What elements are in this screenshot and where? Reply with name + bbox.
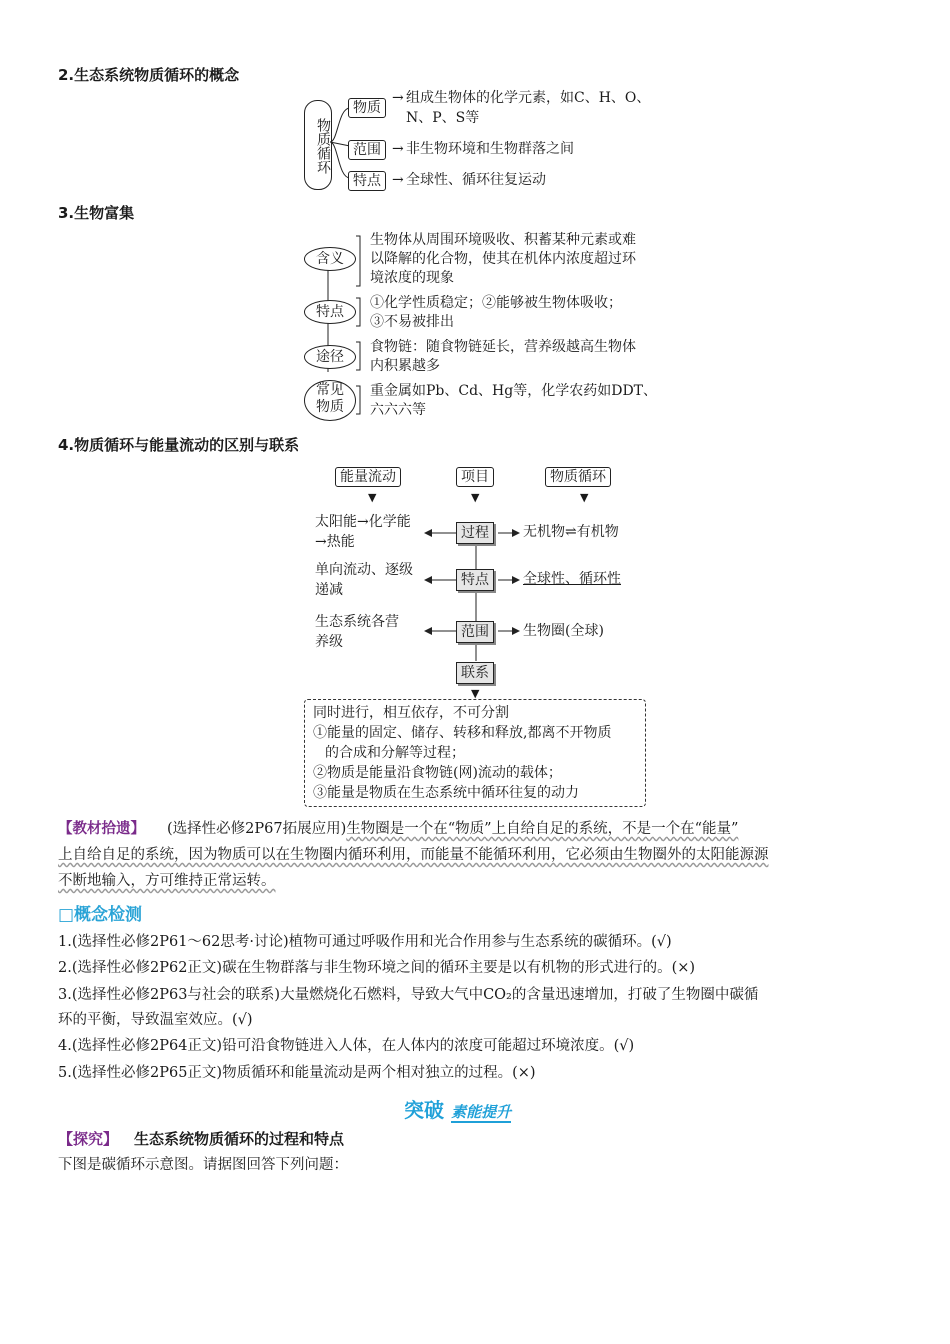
material-cycle-oval: 物质循环 [304, 100, 332, 190]
concept-item-2: 2.(选择性必修2P62正文)碳在生物群落与非生物环境之间的循环主要是以有机物的形式进行的。(×) [58, 960, 696, 976]
textbook-line3: 不断地输入，方可维持正常运转。 [58, 873, 276, 889]
link-line-4: ③能量是物质在生态系统中循环往复的动力 [313, 785, 579, 801]
sec3-oval-feature: 特点 [304, 300, 356, 324]
down-arrow: ▼ [368, 491, 377, 504]
down-arrow: ▼ [471, 687, 480, 700]
sec3-common-l2: 六六六等 [370, 402, 426, 418]
down-arrow: ▼ [580, 491, 589, 504]
textbook-line2: 上自给自足的系统，因为物质可以在生物圈内循环利用，而能量不能循环利用，它必须由生物圈外的太阳能源源 [58, 847, 769, 863]
energy-range-l1: 生态系统各营 [315, 614, 399, 630]
textbook-source: (选择性必修2P67拓展应用) [167, 821, 347, 837]
breakthrough-banner [404, 1094, 511, 1123]
sec2-material-text1: 组成生物体的化学元素，如C、H、O、 [406, 90, 651, 106]
textbook-tag: 【教材拾遗】 [58, 821, 145, 837]
concept-item-3: 3.(选择性必修2P63与社会的联系)大量燃烧化石燃料，导致大气中CO₂的含量迅速增加，打破了生物圈中碳循 [58, 987, 759, 1003]
sec3-meaning-l1: 生物体从周围环境吸收、积蓄某种元素或难 [370, 232, 636, 248]
sec3-meaning-l3: 境浓度的现象 [370, 270, 454, 286]
material-process: 无机物⇌有机物 [523, 524, 619, 540]
banner-sub: 素能提升 [451, 1103, 512, 1121]
sec3-oval-meaning: 含义 [304, 247, 356, 271]
sec2-arrow: → [392, 172, 404, 188]
sec2-material-text2: N、P、S等 [406, 110, 480, 126]
sec2-label-feature: 特点 [348, 171, 386, 191]
energy-process-l2: →热能 [315, 534, 355, 550]
sec3-oval-pathway: 途径 [304, 345, 356, 369]
down-arrow: ▼ [471, 491, 480, 504]
section3-title: 3.生物富集 [58, 204, 135, 222]
link-line-0: 同时进行，相互依存，不可分割 [313, 705, 509, 721]
energy-feature-l1: 单向流动、逐级 [315, 562, 413, 578]
textbook-line1: 生物圈是一个在“物质”上自给自足的系统，不是一个在“能量” [346, 821, 739, 837]
section4-title: 4.物质循环与能量流动的区别与联系 [58, 436, 300, 454]
sec2-label-material: 物质 [348, 98, 386, 118]
head-material-cycle: 物质循环 [545, 467, 611, 487]
sec2-arrow: → [392, 141, 404, 157]
link-line-1: ①能量的固定、储存、转移和释放,都离不开物质 [313, 725, 612, 741]
sec2-label-range: 范围 [348, 140, 386, 160]
energy-process-l1: 太阳能→化学能 [315, 514, 411, 530]
sec3-common-l1: 重金属如Pb、Cd、Hg等，化学农药如DDT、 [370, 383, 658, 399]
link-line-2: 的合成和分解等过程； [325, 745, 465, 761]
row-feature: 特点 [456, 569, 494, 591]
row-range: 范围 [456, 621, 494, 643]
row-process: 过程 [456, 522, 494, 544]
energy-feature-l2: 递减 [315, 582, 343, 598]
textbook-note [58, 816, 886, 894]
sec3-feature-l1: ①化学性质稳定；②能够被生物体吸收； [370, 295, 622, 311]
sec3-oval-common: 常见物质 [304, 380, 356, 421]
sec3-pathway-l2: 内积累越多 [370, 358, 440, 374]
explore-tag: 【探究】 [58, 1130, 119, 1148]
link-line-3: ②物质是能量沿食物链(网)流动的载体； [313, 765, 562, 781]
energy-range-l2: 养级 [315, 634, 343, 650]
sec2-range-text: 非生物环境和生物群落之间 [406, 141, 574, 157]
sec3-pathway-l1: 食物链：随食物链延长，营养级越高生物体 [370, 339, 636, 355]
concept-item-4: 4.(选择性必修2P64正文)铅可沿食物链进入人体，在人体内的浓度可能超过环境浓度。(√) [58, 1038, 635, 1054]
sec3-meaning-l2: 以降解的化合物，使其在机体内浓度超过环 [370, 251, 636, 267]
concept-item-1: 1.(选择性必修2P61～62思考·讨论)植物可通过呼吸作用和光合作用参与生态系统的碳循环。(√) [58, 934, 672, 950]
head-item: 项目 [456, 467, 494, 487]
concept-title: □概念检测 [58, 905, 143, 925]
sec2-feature-text: 全球性、循环往复运动 [406, 172, 546, 188]
head-energy-flow: 能量流动 [335, 467, 401, 487]
explore-intro: 下图是碳循环示意图。请据图回答下列问题： [58, 1157, 348, 1173]
sec3-feature-l2: ③不易被排出 [370, 314, 454, 330]
explore-heading [58, 1128, 344, 1149]
link-box [304, 699, 646, 807]
section2-title: 2.生态系统物质循环的概念 [58, 66, 240, 84]
banner-main: 突破 [404, 1098, 444, 1122]
concept-item-5: 5.(选择性必修2P65正文)物质循环和能量流动是两个相对独立的过程。(×) [58, 1065, 536, 1081]
material-range: 生物圈(全球) [523, 623, 604, 639]
sec2-arrow: → [392, 90, 404, 106]
concept-item-3-cont: 环的平衡，导致温室效应。(√) [58, 1012, 253, 1028]
explore-title: 生态系统物质循环的过程和特点 [134, 1130, 345, 1148]
material-feature: 全球性、循环性 [523, 571, 621, 587]
row-link: 联系 [456, 662, 494, 684]
